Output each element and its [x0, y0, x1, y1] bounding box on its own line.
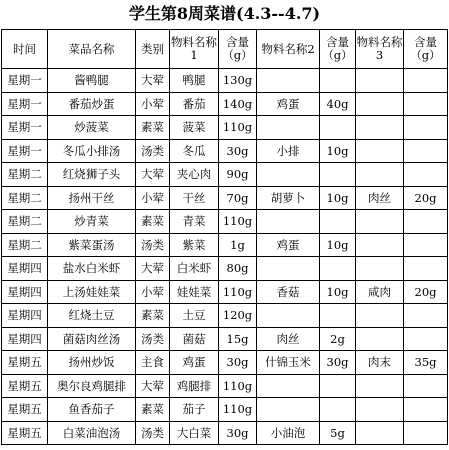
cell-amount-2 — [320, 69, 356, 93]
cell-ingredient-2 — [257, 69, 320, 93]
cell-amount-1: 1g — [219, 233, 257, 257]
cell-category: 小荤 — [136, 92, 170, 116]
cell-amount-2: 5g — [320, 421, 356, 445]
table-row — [2, 186, 448, 210]
cell-ingredient-1: 鸡腿排 — [170, 374, 219, 398]
cell-ingredient-2: 鸡蛋 — [257, 233, 320, 257]
cell-day: 星期一 — [2, 69, 48, 93]
cell-amount-3 — [404, 116, 448, 140]
table-row — [2, 92, 448, 116]
cell-amount-1: 15g — [219, 327, 257, 351]
cell-amount-3: 20g — [404, 280, 448, 304]
cell-amount-3 — [404, 69, 448, 93]
cell-day: 星期五 — [2, 374, 48, 398]
cell-day: 星期二 — [2, 210, 48, 234]
table-row — [2, 304, 448, 328]
cell-ingredient-3 — [356, 139, 404, 163]
cell-amount-1: 110g — [219, 280, 257, 304]
cell-amount-1: 30g — [219, 139, 257, 163]
table-row — [2, 69, 448, 93]
header-row — [2, 30, 448, 69]
cell-ingredient-1: 娃娃菜 — [170, 280, 219, 304]
cell-ingredient-3 — [356, 163, 404, 187]
cell-ingredient-2: 香菇 — [257, 280, 320, 304]
cell-ingredient-1: 鸡蛋 — [170, 351, 219, 375]
table-row — [2, 163, 448, 187]
table-row — [2, 139, 448, 163]
page-title: 学生第8周菜谱(4.3--4.7) — [128, 4, 321, 23]
cell-amount-2: 40g — [320, 92, 356, 116]
cell-amount-2: 10g — [320, 186, 356, 210]
cell-day: 星期四 — [2, 327, 48, 351]
cell-amount-3 — [404, 257, 448, 281]
cell-day: 星期二 — [2, 163, 48, 187]
cell-ingredient-3: 咸肉 — [356, 280, 404, 304]
cell-ingredient-2: 鸡蛋 — [257, 92, 320, 116]
cell-amount-2 — [320, 374, 356, 398]
cell-category: 素菜 — [136, 210, 170, 234]
cell-amount-2: 10g — [320, 233, 356, 257]
col-header-time: 时间 — [2, 30, 48, 69]
cell-ingredient-2 — [257, 116, 320, 140]
cell-amount-2 — [320, 257, 356, 281]
cell-day: 星期四 — [2, 257, 48, 281]
table-row — [2, 280, 448, 304]
table-row — [2, 374, 448, 398]
cell-day: 星期二 — [2, 186, 48, 210]
cell-ingredient-3 — [356, 92, 404, 116]
cell-ingredient-1: 菠菜 — [170, 116, 219, 140]
cell-ingredient-1: 鸭腿 — [170, 69, 219, 93]
cell-amount-3 — [404, 421, 448, 445]
cell-ingredient-2 — [257, 398, 320, 422]
cell-ingredient-1: 干丝 — [170, 186, 219, 210]
cell-dish-name: 番茄炒蛋 — [48, 92, 136, 116]
cell-dish-name: 酱鸭腿 — [48, 69, 136, 93]
cell-amount-1: 110g — [219, 374, 257, 398]
cell-amount-3 — [404, 398, 448, 422]
cell-amount-1: 30g — [219, 351, 257, 375]
cell-category: 大荤 — [136, 374, 170, 398]
cell-amount-3: 20g — [404, 186, 448, 210]
cell-amount-2 — [320, 304, 356, 328]
cell-ingredient-3 — [356, 327, 404, 351]
cell-ingredient-2: 什锦玉米 — [257, 351, 320, 375]
cell-dish-name: 菌菇肉丝汤 — [48, 327, 136, 351]
cell-amount-1: 80g — [219, 257, 257, 281]
cell-category: 大荤 — [136, 163, 170, 187]
cell-amount-1: 70g — [219, 186, 257, 210]
cell-dish-name: 上汤娃娃菜 — [48, 280, 136, 304]
cell-category: 大荤 — [136, 257, 170, 281]
table-row — [2, 421, 448, 445]
cell-dish-name: 红烧土豆 — [48, 304, 136, 328]
cell-amount-1: 130g — [219, 69, 257, 93]
cell-amount-1: 30g — [219, 421, 257, 445]
table-row — [2, 398, 448, 422]
cell-amount-2: 30g — [320, 351, 356, 375]
cell-category: 小荤 — [136, 186, 170, 210]
cell-amount-2 — [320, 163, 356, 187]
cell-category: 素菜 — [136, 304, 170, 328]
cell-amount-2 — [320, 116, 356, 140]
cell-category: 小荤 — [136, 280, 170, 304]
cell-amount-2: 10g — [320, 139, 356, 163]
cell-amount-3 — [404, 327, 448, 351]
cell-amount-2: 2g — [320, 327, 356, 351]
cell-ingredient-1: 冬瓜 — [170, 139, 219, 163]
cell-ingredient-2: 肉丝 — [257, 327, 320, 351]
cell-ingredient-1: 紫菜 — [170, 233, 219, 257]
cell-ingredient-2 — [257, 374, 320, 398]
cell-amount-1: 110g — [219, 398, 257, 422]
cell-amount-3 — [404, 92, 448, 116]
cell-amount-3 — [404, 163, 448, 187]
cell-amount-2 — [320, 210, 356, 234]
cell-day: 星期一 — [2, 92, 48, 116]
cell-amount-3 — [404, 233, 448, 257]
cell-ingredient-3 — [356, 421, 404, 445]
cell-dish-name: 白菜油泡汤 — [48, 421, 136, 445]
col-header-amount-2: 含量（g） — [320, 30, 356, 69]
col-header-ingredient-2: 物料名称2 — [257, 30, 320, 69]
cell-amount-2: 10g — [320, 280, 356, 304]
cell-dish-name: 冬瓜小排汤 — [48, 139, 136, 163]
table-row — [2, 233, 448, 257]
cell-amount-1: 140g — [219, 92, 257, 116]
cell-ingredient-3: 肉丝 — [356, 186, 404, 210]
cell-ingredient-3 — [356, 398, 404, 422]
cell-ingredient-2 — [257, 163, 320, 187]
cell-amount-2 — [320, 398, 356, 422]
cell-ingredient-1: 茄子 — [170, 398, 219, 422]
cell-ingredient-1: 番茄 — [170, 92, 219, 116]
cell-amount-3 — [404, 139, 448, 163]
cell-ingredient-1: 土豆 — [170, 304, 219, 328]
cell-category: 大荤 — [136, 69, 170, 93]
cell-dish-name: 扬州干丝 — [48, 186, 136, 210]
cell-amount-3 — [404, 304, 448, 328]
menu-table — [1, 29, 448, 445]
cell-category: 汤类 — [136, 327, 170, 351]
cell-day: 星期五 — [2, 398, 48, 422]
cell-dish-name: 奥尔良鸡腿排 — [48, 374, 136, 398]
col-header-ingredient-3: 物料名称3 — [356, 30, 404, 69]
cell-amount-1: 90g — [219, 163, 257, 187]
cell-ingredient-3: 肉末 — [356, 351, 404, 375]
cell-dish-name: 鱼香茄子 — [48, 398, 136, 422]
cell-dish-name: 紫菜蛋汤 — [48, 233, 136, 257]
cell-amount-3 — [404, 210, 448, 234]
table-row — [2, 327, 448, 351]
cell-amount-3 — [404, 374, 448, 398]
cell-day: 星期五 — [2, 421, 48, 445]
cell-dish-name: 红烧狮子头 — [48, 163, 136, 187]
col-header-category: 类别 — [136, 30, 170, 69]
cell-dish-name: 炒菠菜 — [48, 116, 136, 140]
cell-day: 星期四 — [2, 304, 48, 328]
cell-dish-name: 炒青菜 — [48, 210, 136, 234]
table-row — [2, 210, 448, 234]
cell-ingredient-3 — [356, 69, 404, 93]
cell-amount-1: 120g — [219, 304, 257, 328]
cell-ingredient-3 — [356, 257, 404, 281]
cell-day: 星期四 — [2, 280, 48, 304]
menu-body — [2, 69, 448, 445]
cell-ingredient-2: 胡萝卜 — [257, 186, 320, 210]
cell-dish-name: 扬州炒饭 — [48, 351, 136, 375]
cell-category: 汤类 — [136, 233, 170, 257]
cell-ingredient-1: 菌菇 — [170, 327, 219, 351]
cell-ingredient-2: 小油泡 — [257, 421, 320, 445]
cell-ingredient-2 — [257, 304, 320, 328]
cell-day: 星期一 — [2, 139, 48, 163]
col-header-ingredient-1: 物料名称1 — [170, 30, 219, 69]
cell-ingredient-2 — [257, 257, 320, 281]
cell-ingredient-1: 大白菜 — [170, 421, 219, 445]
cell-day: 星期五 — [2, 351, 48, 375]
cell-amount-1: 110g — [219, 210, 257, 234]
table-row — [2, 351, 448, 375]
cell-amount-3: 35g — [404, 351, 448, 375]
cell-ingredient-3 — [356, 374, 404, 398]
col-header-amount-3: 含量（g） — [404, 30, 448, 69]
table-row — [2, 116, 448, 140]
cell-ingredient-1: 夹心肉 — [170, 163, 219, 187]
cell-ingredient-3 — [356, 304, 404, 328]
cell-dish-name: 盐水白米虾 — [48, 257, 136, 281]
cell-category: 汤类 — [136, 139, 170, 163]
col-header-dish-name: 菜品名称 — [48, 30, 136, 69]
cell-day: 星期二 — [2, 233, 48, 257]
col-header-amount-1: 含量（g） — [219, 30, 257, 69]
table-row — [2, 257, 448, 281]
cell-ingredient-1: 青菜 — [170, 210, 219, 234]
cell-amount-1: 110g — [219, 116, 257, 140]
cell-day: 星期一 — [2, 116, 48, 140]
cell-category: 主食 — [136, 351, 170, 375]
cell-ingredient-3 — [356, 233, 404, 257]
cell-category: 汤类 — [136, 421, 170, 445]
cell-ingredient-2 — [257, 210, 320, 234]
cell-ingredient-3 — [356, 116, 404, 140]
cell-ingredient-3 — [356, 210, 404, 234]
cell-ingredient-2: 小排 — [257, 139, 320, 163]
cell-category: 素菜 — [136, 116, 170, 140]
cell-ingredient-1: 白米虾 — [170, 257, 219, 281]
cell-category: 素菜 — [136, 398, 170, 422]
